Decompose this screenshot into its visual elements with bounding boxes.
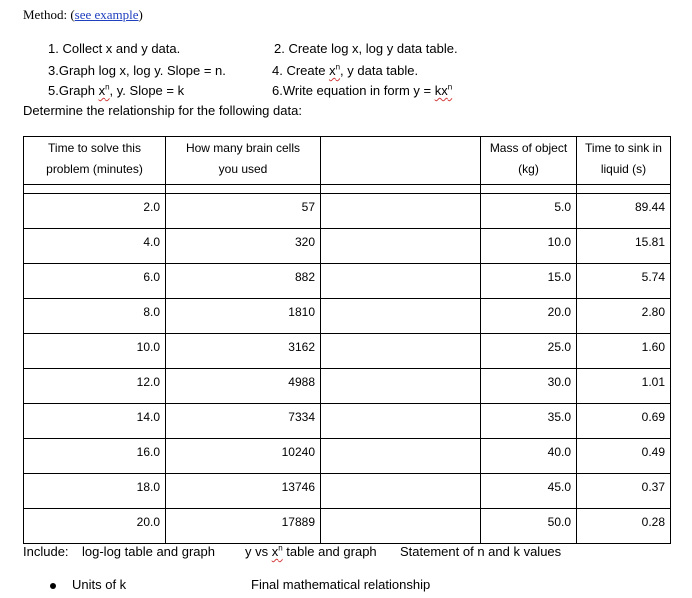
units-of-k: Units of k <box>72 577 127 592</box>
final-relationship: Final mathematical relationship <box>251 577 431 592</box>
cell-blank <box>321 369 481 404</box>
cell-mass: 20.0 <box>481 299 577 334</box>
cell-time: 18.0 <box>24 474 166 509</box>
cell-cells: 7334 <box>166 404 321 439</box>
method-line <box>23 7 143 23</box>
cell-blank <box>321 404 481 439</box>
include-item-statement: Statement of n and k values <box>400 544 562 559</box>
cell-sink: 2.80 <box>577 299 671 334</box>
cell-cells: 320 <box>166 229 321 264</box>
cell-cells: 13746 <box>166 474 321 509</box>
cell-cells: 17889 <box>166 509 321 544</box>
cell-time: 4.0 <box>24 229 166 264</box>
table-row <box>24 369 671 404</box>
cell-time: 2.0 <box>24 194 166 229</box>
cell-time: 16.0 <box>24 439 166 474</box>
cell-sink: 0.28 <box>577 509 671 544</box>
cell-blank <box>321 474 481 509</box>
paren-close: ) <box>138 7 143 22</box>
cell-cells: 57 <box>166 194 321 229</box>
cell-cells: 882 <box>166 264 321 299</box>
cell-cells: 10240 <box>166 439 321 474</box>
cell-time: 8.0 <box>24 299 166 334</box>
cell-blank <box>321 299 481 334</box>
cell-mass: 45.0 <box>481 474 577 509</box>
cell-blank <box>321 334 481 369</box>
step-5-suffix: , y. Slope = k <box>109 83 185 98</box>
include-label: Include: <box>23 544 69 559</box>
step-2: 2. Create log x, log y data table. <box>274 41 458 56</box>
see-example-link[interactable]: see example <box>74 7 139 22</box>
cell-blank <box>321 264 481 299</box>
cell-mass: 50.0 <box>481 509 577 544</box>
step-4-prefix: 4. Create <box>272 63 330 78</box>
table-row <box>24 474 671 509</box>
bullet-icon <box>50 583 56 589</box>
table-row <box>24 439 671 474</box>
header-time: Time to solve this problem (minutes) <box>24 137 166 185</box>
cell-sink: 1.60 <box>577 334 671 369</box>
cell-mass: 10.0 <box>481 229 577 264</box>
header-sink-time: Time to sink in liquid (s) <box>577 137 671 185</box>
cell-blank <box>321 439 481 474</box>
cell-time: 12.0 <box>24 369 166 404</box>
cell-mass: 40.0 <box>481 439 577 474</box>
step-6-kx: $kx^n$ <box>434 82 453 98</box>
cell-sink: 15.81 <box>577 229 671 264</box>
header-brain-cells: How many brain cells you used <box>166 137 321 185</box>
cell-sink: 0.49 <box>577 439 671 474</box>
cell-time: 14.0 <box>24 404 166 439</box>
step-5-x: $x^n$ <box>98 82 110 98</box>
step-4-x: $x^n$ <box>329 62 341 78</box>
cell-cells: 4988 <box>166 369 321 404</box>
step-6 <box>272 83 452 98</box>
cell-mass: 15.0 <box>481 264 577 299</box>
data-table <box>23 136 671 544</box>
table-row <box>24 404 671 439</box>
cell-blank <box>321 229 481 264</box>
paren-open: ( <box>70 7 75 22</box>
cell-blank <box>321 194 481 229</box>
table-gap-row <box>24 185 671 194</box>
cell-time: 6.0 <box>24 264 166 299</box>
cell-cells: 3162 <box>166 334 321 369</box>
table-row <box>24 229 671 264</box>
header-blank <box>321 137 481 185</box>
step-1: 1. Collect x and y data. <box>48 41 181 56</box>
table-row <box>24 194 671 229</box>
header-mass: Mass of object (kg) <box>481 137 577 185</box>
cell-sink: 0.69 <box>577 404 671 439</box>
cell-sink: 1.01 <box>577 369 671 404</box>
step-3: 3.Graph log x, log y. Slope = n. <box>48 63 226 78</box>
cell-sink: 89.44 <box>577 194 671 229</box>
step-4-suffix: , y data table. <box>340 63 419 78</box>
include-item-loglog: log-log table and graph <box>82 544 215 559</box>
cell-sink: 0.37 <box>577 474 671 509</box>
cell-cells: 1810 <box>166 299 321 334</box>
cell-blank <box>321 509 481 544</box>
cell-mass: 30.0 <box>481 369 577 404</box>
table-header-row <box>24 137 671 185</box>
method-label: Method: <box>23 7 68 22</box>
table-body <box>24 194 671 544</box>
table-row <box>24 264 671 299</box>
table-row <box>24 299 671 334</box>
instruction: Determine the relationship for the following data: <box>23 103 302 118</box>
cell-sink: 5.74 <box>577 264 671 299</box>
step-5-prefix: 5.Graph <box>48 83 99 98</box>
cell-mass: 25.0 <box>481 334 577 369</box>
cell-time: 10.0 <box>24 334 166 369</box>
step-4 <box>272 63 418 78</box>
table-row <box>24 334 671 369</box>
include-item-yvsxn: y vs $x^n$ table and graph <box>245 543 377 559</box>
cell-time: 20.0 <box>24 509 166 544</box>
cell-mass: 35.0 <box>481 404 577 439</box>
table-row <box>24 509 671 544</box>
step-5 <box>48 83 184 98</box>
step-6-prefix: 6.Write equation in form y = <box>272 83 435 98</box>
cell-mass: 5.0 <box>481 194 577 229</box>
